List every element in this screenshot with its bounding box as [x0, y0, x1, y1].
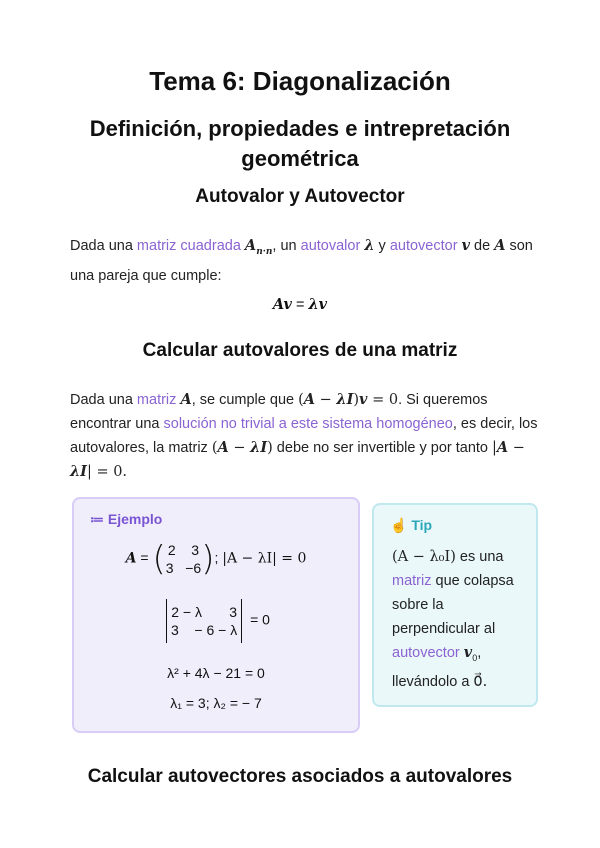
example-polynomial: λ² + 4λ − 21 = 0 — [167, 665, 265, 681]
tip-text: (A − λ₀I) es una matriz que colapsa sobre la perpendicular al autovector $v_0$, llevándolo a 0⃗. — [392, 549, 514, 690]
link-matriz[interactable]: matriz — [136, 392, 177, 408]
tip-link-matriz[interactable]: matriz — [392, 573, 432, 589]
link-solucion-no-trivial[interactable]: solución no trivial a este sistema homogéneo — [163, 416, 453, 432]
section-heading-calcular-autovectores: Calcular autovectores asociados a autovalores — [87, 766, 513, 787]
example-roots: λ₁ = 3; λ₂ = − 7 — [170, 695, 262, 711]
link-autovalor[interactable]: autovalor — [300, 238, 361, 254]
equation-eigen: Av = λv — [272, 296, 328, 313]
paragraph-definition: Dada una matriz cuadrada $A_{n\cdot n}$, un autovalor λ y autovector v de A son una pareja que cumple: — [70, 237, 533, 284]
paragraph-autovalores: Dada una matriz A, se cumple que (A − λI)v = 0. Si queremos encontrar una solución no trivial a este sistema homogéneo, es decir, los autovalores, la matriz (A − λI) debe no ser invertible y por tanto |A − λI| = 0. — [70, 391, 538, 480]
example-matrix-definition: A = ( 2 3 3 −6); |A − λI| = 0 — [125, 539, 307, 579]
tip-box — [372, 503, 538, 707]
section-heading-calcular-autovalores: Calcular autovalores de una matriz — [142, 340, 458, 361]
tip-title: ☝ Tip — [390, 517, 433, 533]
tip-link-autovector[interactable]: autovector — [392, 645, 460, 661]
link-autovector[interactable]: autovector — [389, 238, 458, 254]
example-box — [72, 497, 360, 733]
example-determinant: 2 − λ 3 3 − 6 − λ = 0 — [74, 599, 358, 643]
page-subtitle: Definición, propiedades e intrepretación geométrica — [89, 116, 511, 171]
link-matriz-cuadrada[interactable]: matriz cuadrada — [136, 238, 241, 254]
page-title: Tema 6: Diagonalización — [149, 66, 451, 96]
section-heading-autovalor: Autovalor y Autovector — [195, 186, 405, 207]
example-title: ≔ Ejemplo — [90, 511, 163, 527]
